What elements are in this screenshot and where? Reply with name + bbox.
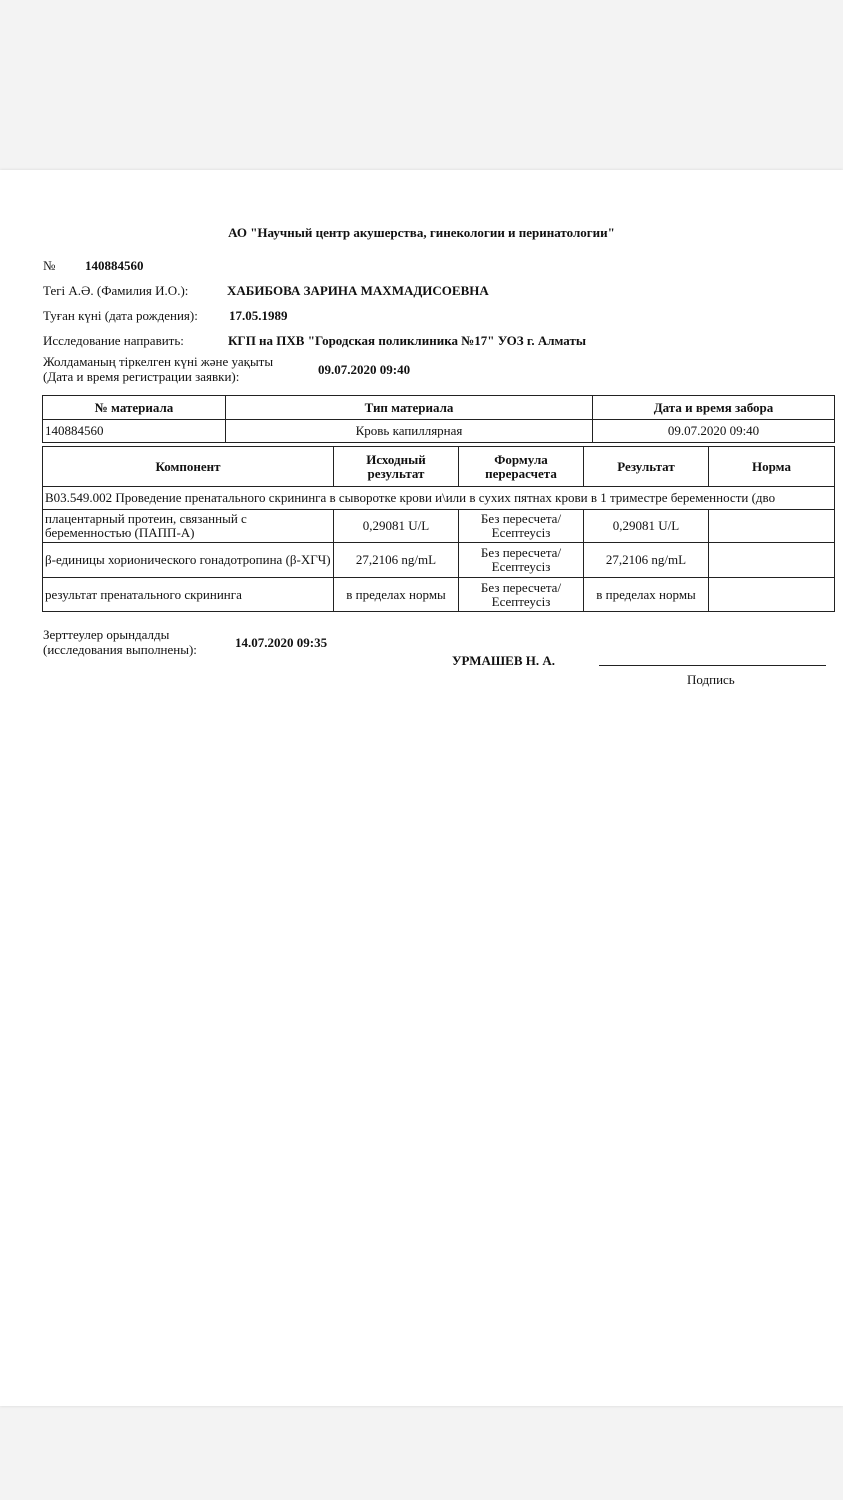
component-cell: β-единицы хорионического гонадотропина (β-ХГЧ) <box>43 543 334 578</box>
material-table <box>42 395 835 443</box>
formula-line2: Есептеусіз <box>491 559 551 574</box>
results-table <box>42 446 835 612</box>
result-cell: 0,29081 U/L <box>584 510 709 543</box>
source-cell: 0,29081 U/L <box>334 510 459 543</box>
patient-name: ХАБИБОВА ЗАРИНА МАХМАДИСОЕВНА <box>227 283 489 298</box>
completed-label-kz: Зерттеулер орындалды <box>43 627 170 642</box>
formula-header <box>459 447 584 487</box>
result-cell: 27,2106 ng/mL <box>584 543 709 578</box>
result-header: Результат <box>584 447 709 487</box>
source-cell: в пределах нормы <box>334 578 459 612</box>
source-header-line1: Исходный <box>366 451 426 467</box>
formula-header-line1: Формула <box>494 451 548 467</box>
formula-line1: Без пересчета/ <box>480 579 562 595</box>
referral-value: КГП на ПХВ "Городская поликлиника №17" УОЗ г. Алматы <box>228 333 586 348</box>
result-cell: в пределах нормы <box>584 578 709 612</box>
table-row <box>43 578 835 612</box>
number-value: 140884560 <box>85 258 144 273</box>
material-number-header: № материала <box>43 396 226 420</box>
component-header: Компонент <box>43 447 334 487</box>
section-row: В03.549.002 Проведение пренатального скрининга в сыворотке крови и\или в сухих пятнах крови в 1 триместре беременности (дво <box>43 487 835 510</box>
number-label: № <box>43 258 56 273</box>
registration-label-ru: (Дата и время регистрации заявки): <box>43 369 240 384</box>
signature-caption: Подпись <box>687 672 735 687</box>
source-result-header <box>334 447 459 487</box>
formula-line1: Без пересчета/ <box>480 545 562 560</box>
formula-cell <box>459 543 584 578</box>
document-page <box>0 170 843 1406</box>
formula-line1: Без пересчета/ <box>480 511 562 526</box>
formula-cell <box>459 510 584 543</box>
source-cell: 27,2106 ng/mL <box>334 543 459 578</box>
norm-cell <box>709 510 835 543</box>
dob-label: Туған күні (дата рождения): <box>43 308 198 323</box>
source-header-line2: результат <box>367 465 425 481</box>
component-cell: плацентарный протеин, связанный с беременностью (ПАПП-А) <box>43 510 334 543</box>
material-type-header: Тип материала <box>226 396 593 420</box>
table-row <box>43 543 835 578</box>
formula-header-line2: перерасчета <box>485 465 557 481</box>
referral-label: Исследование направить: <box>43 333 184 348</box>
name-label: Тегі А.Ә. (Фамилия И.О.): <box>43 283 189 298</box>
component-cell: результат пренатального скрининга <box>43 578 334 612</box>
dob-value: 17.05.1989 <box>229 308 288 323</box>
registration-value: 09.07.2020 09:40 <box>318 362 411 377</box>
registration-label-kz: Жолдаманың тіркелген күні және уақыты <box>43 354 274 369</box>
formula-cell <box>459 578 584 612</box>
formula-line2: Есептеусіз <box>491 593 551 609</box>
norm-cell <box>709 578 835 612</box>
organization-title: АО "Научный центр акушерства, гинекологии и перинатологии" <box>228 225 615 240</box>
norm-header: Норма <box>709 447 835 487</box>
collection-date: 09.07.2020 09:40 <box>593 420 835 443</box>
material-number: 140884560 <box>43 420 226 443</box>
norm-cell <box>709 543 835 578</box>
completed-label-ru: (исследования выполнены): <box>43 642 197 657</box>
completed-value: 14.07.2020 09:35 <box>235 635 328 650</box>
formula-line2: Есептеусіз <box>491 525 551 540</box>
doctor-name: УРМАШЕВ Н. А. <box>452 653 556 668</box>
completed-row <box>43 627 328 657</box>
registration-row <box>43 354 411 384</box>
material-type: Кровь капиллярная <box>226 420 593 443</box>
table-row <box>43 510 835 543</box>
collection-date-header: Дата и время забора <box>593 396 835 420</box>
signature-line <box>599 665 826 666</box>
